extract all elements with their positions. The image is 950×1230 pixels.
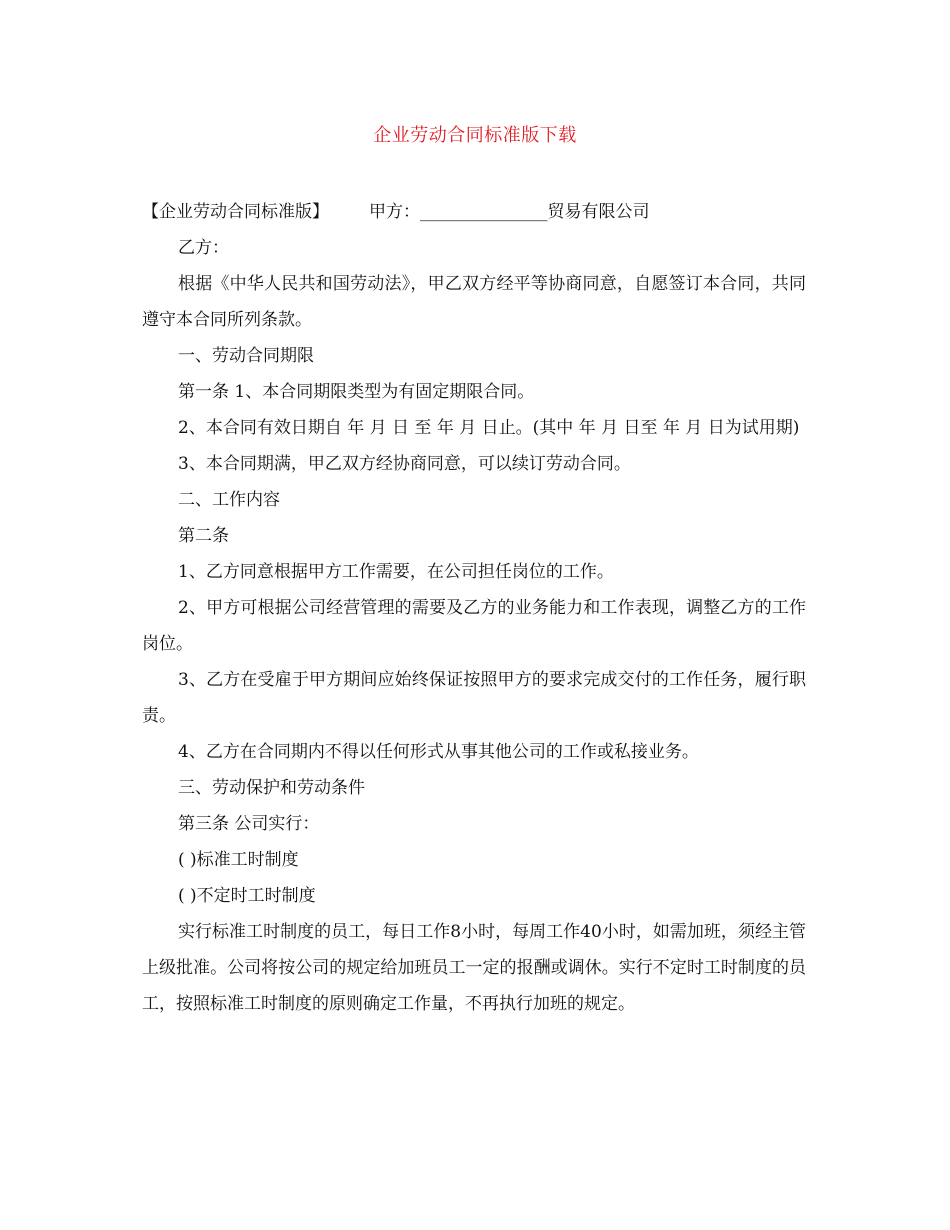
document-body — [142, 194, 806, 1022]
document-title: 企业劳动合同标准版下载 — [373, 125, 577, 146]
party-b-label: 乙方： — [178, 238, 229, 258]
contract-header-row — [142, 194, 806, 230]
article-1-clause-2: 2、本合同有效日期自 年 月 日 至 年 月 日止。(其中 年 月 日至 年 月 日为试用期) — [178, 418, 800, 438]
contract-type-tag: 【企业劳动合同标准版】 — [142, 202, 329, 222]
article-2-clause-3: 3、乙方在受雇于甲方期间应始终保证按照甲方的要求完成交付的工作任务，履行职责。 — [142, 670, 806, 726]
intro-paragraph: 根据《中华人民共和国劳动法》，甲乙双方经平等协商同意，自愿签订本合同，共同遵守本合同所列条款。 — [142, 274, 806, 330]
article-2-clause-4: 4、乙方在合同期内不得以任何形式从事其他公司的工作或私接业务。 — [178, 742, 699, 762]
working-hours-option-standard: ( )标准工时制度 — [178, 850, 299, 870]
party-a-company-suffix: 贸易有限公司 — [547, 202, 650, 222]
section-heading-work-content: 二、工作内容 — [178, 490, 280, 510]
article-1-clause-1: 第一条 1、本合同期限类型为有固定期限合同。 — [178, 382, 535, 402]
article-2-heading: 第二条 — [178, 526, 229, 546]
section-heading-labor-protection: 三、劳动保护和劳动条件 — [178, 778, 365, 798]
article-2-clause-1: 1、乙方同意根据甲方工作需要，在公司担任岗位的工作。 — [178, 562, 614, 582]
section-heading-term: 一、劳动合同期限 — [178, 346, 314, 366]
working-hours-paragraph: 实行标准工时制度的员工，每日工作8小时，每周工作40小时，如需加班，须经主管上级批准。公司将按公司的规定给加班员工一定的报酬或调休。实行不定时工时制度的员工，按照标准工时制度的原则确定工作量，不再执行加班的规定。 — [142, 922, 806, 1014]
party-a-name-blank: _______________ — [420, 202, 548, 222]
article-2-clause-2: 2、甲方可根据公司经营管理的需要及乙方的业务能力和工作表现，调整乙方的工作岗位。 — [142, 598, 806, 654]
article-3-heading: 第三条 公司实行： — [178, 814, 320, 834]
article-1-clause-3: 3、本合同期满，甲乙双方经协商同意，可以续订劳动合同。 — [178, 454, 631, 474]
party-a-label: 甲方： — [369, 202, 420, 222]
working-hours-option-flexible: ( )不定时工时制度 — [178, 886, 316, 906]
